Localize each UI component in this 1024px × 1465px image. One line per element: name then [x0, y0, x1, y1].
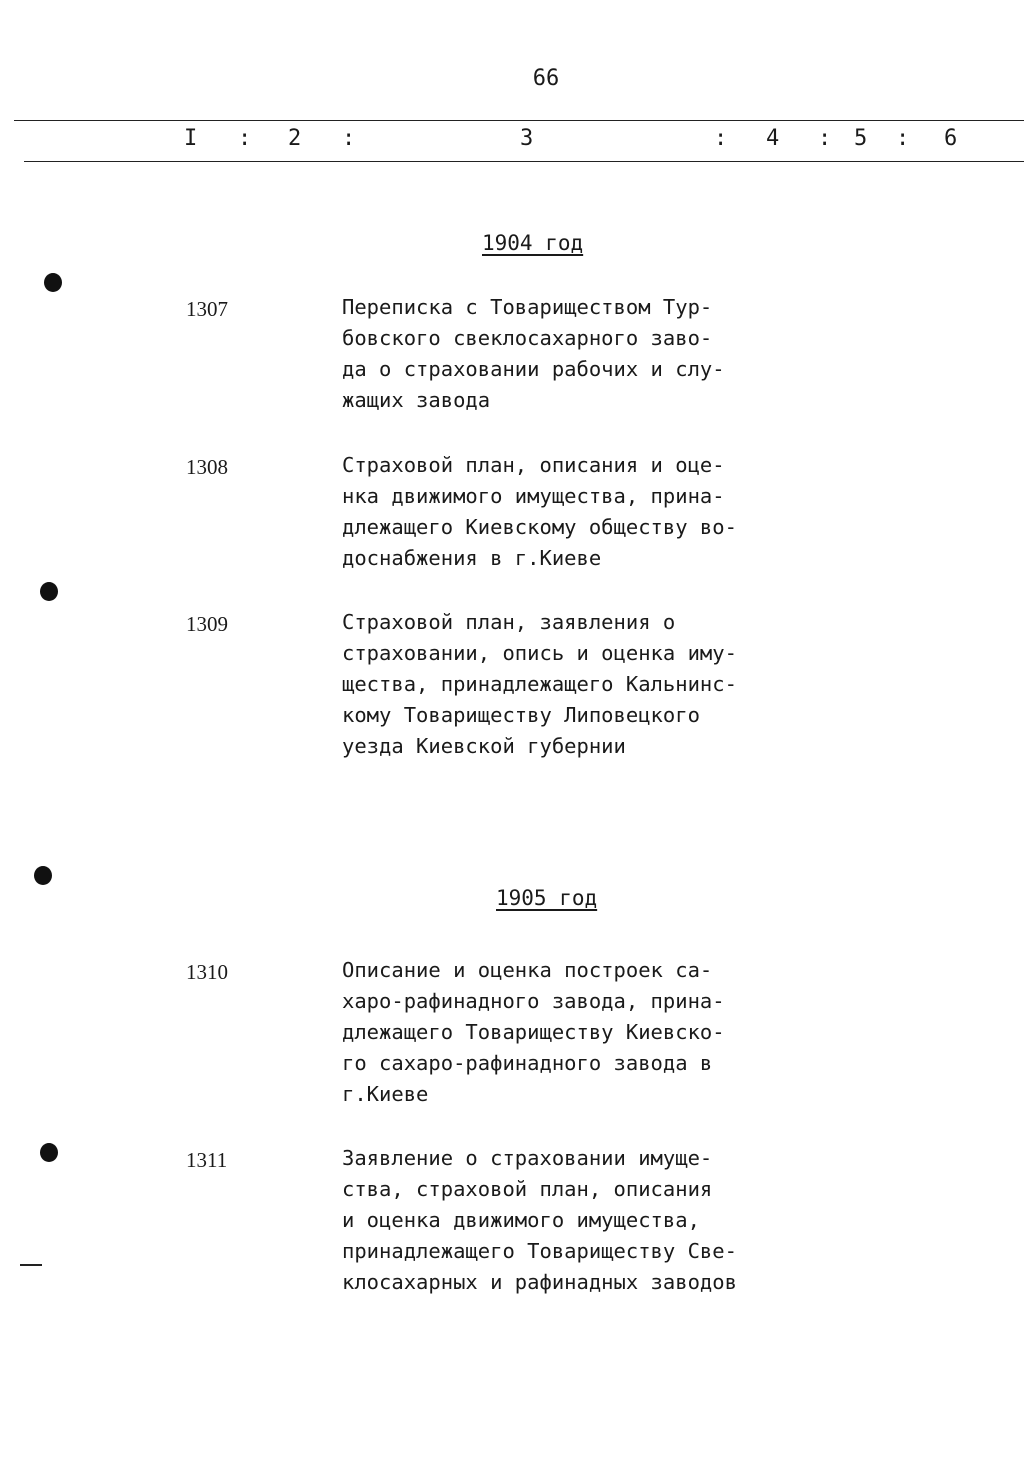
entry-description: [342, 955, 782, 1110]
entry-line: Переписка с Товариществом Тур-: [342, 295, 713, 319]
year-heading: 1905 год: [496, 886, 598, 910]
margin-mark: [20, 1264, 42, 1266]
year-heading: 1904 год: [482, 231, 584, 255]
entry-line: нка движимого имущества, прина-: [342, 484, 725, 508]
entry-line: доснабжения в г.Киеве: [342, 546, 602, 570]
column-4-label: 4: [766, 126, 780, 151]
entry-description: [342, 450, 782, 574]
column-5-label: 5: [854, 126, 868, 151]
entry-description: [342, 1143, 782, 1298]
column-2-label: 2: [288, 126, 302, 151]
entry-line: щества, принадлежащего Кальнинс-: [342, 672, 737, 696]
entry-line: страховании, опись и оценка иму-: [342, 641, 737, 665]
entry-line: и оценка движимого имущества,: [342, 1208, 700, 1232]
entry-line: харо-рафинадного завода, прина-: [342, 989, 725, 1013]
entry-line: клосахарных и рафинадных заводов: [342, 1270, 737, 1294]
punch-hole: [40, 1143, 58, 1162]
entry-line: уезда Киевской губернии: [342, 734, 626, 758]
entry-line: Заявление о страховании имуще-: [342, 1146, 713, 1170]
entry-line: г.Киеве: [342, 1082, 429, 1106]
header-top-rule: [14, 120, 1024, 121]
entry-line: го сахаро-рафинадного завода в: [342, 1051, 713, 1075]
column-3-label: 3: [520, 126, 534, 151]
entry-description: [342, 607, 782, 762]
column-separator: :: [896, 126, 910, 151]
entry-number: 1311: [186, 1148, 228, 1172]
entry-line: принадлежащего Товариществу Све-: [342, 1239, 737, 1263]
entry-line: Страховой план, описания и оце-: [342, 453, 725, 477]
entry-line: длежащего Товариществу Киевско-: [342, 1020, 725, 1044]
column-6-label: 6: [944, 126, 958, 151]
entry-line: кому Товариществу Липовецкого: [342, 703, 700, 727]
entry-line: длежащего Киевскому обществу во-: [342, 515, 737, 539]
entry-number: 1307: [186, 297, 228, 321]
punch-hole: [40, 582, 58, 601]
entry-number: 1308: [186, 455, 228, 479]
entry-line: жащих завода: [342, 388, 491, 412]
column-separator: :: [714, 126, 728, 151]
entry-number: 1310: [186, 960, 228, 984]
column-separator: :: [818, 126, 832, 151]
entry-line: бовского свеклосахарного заво-: [342, 326, 713, 350]
entry-line: Описание и оценка построек са-: [342, 958, 713, 982]
entry-line: ства, страховой план, описания: [342, 1177, 713, 1201]
punch-hole: [34, 866, 52, 885]
page-number: 66: [532, 66, 560, 91]
entry-line: да о страховании рабочих и слу-: [342, 357, 725, 381]
column-1-label: I: [184, 126, 198, 151]
entry-number: 1309: [186, 612, 228, 636]
column-separator: :: [342, 126, 356, 151]
entry-description: [342, 292, 782, 416]
header-bottom-rule: [24, 161, 1024, 162]
entry-line: Страховой план, заявления о: [342, 610, 676, 634]
column-separator: :: [238, 126, 252, 151]
punch-hole: [44, 273, 62, 292]
